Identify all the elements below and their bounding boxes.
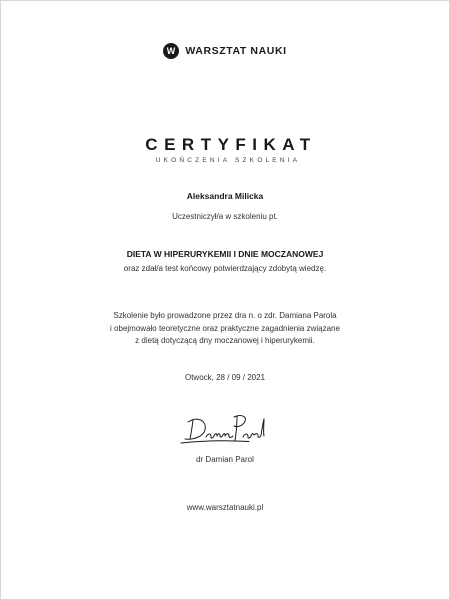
course-description [1, 310, 449, 348]
description-line: Szkolenie było prowadzone przez dra n. o zdr. Damiana Parola [113, 311, 337, 320]
participated-text: Uczestniczył/a w szkoleniu pt. [172, 212, 278, 221]
description-line: z dietą dotyczącą dny moczanowej i hiperurykemii. [135, 336, 315, 345]
handwritten-signature-icon [179, 406, 271, 446]
brand-name: WARSZTAT NAUKI [185, 45, 287, 57]
course-title: DIETA W HIPERURYKEMII I DNIE MOCZANOWEJ [126, 249, 324, 259]
signer-name: dr Damian Parol [196, 455, 254, 464]
passed-text: oraz zdał/a test końcowy potwierdzający zdobytą wiedzę. [123, 264, 327, 273]
issue-date: Otwock, 28 / 09 / 2021 [184, 373, 266, 382]
w-circle-logo-icon [163, 43, 179, 59]
recipient-name: Aleksandra Milicka [186, 191, 264, 201]
description-line: i obejmowało teoretyczne oraz praktyczne zagadnienia związane [110, 323, 340, 333]
brand-header [1, 43, 449, 59]
website-link[interactable]: www.warsztatnauki.pl [186, 503, 264, 512]
certificate-title: CERTYFIKAT [145, 135, 317, 154]
logo-letter: W [167, 46, 176, 57]
certificate-subtitle: UKOŃCZENIA SZKOLENIA [155, 157, 301, 164]
